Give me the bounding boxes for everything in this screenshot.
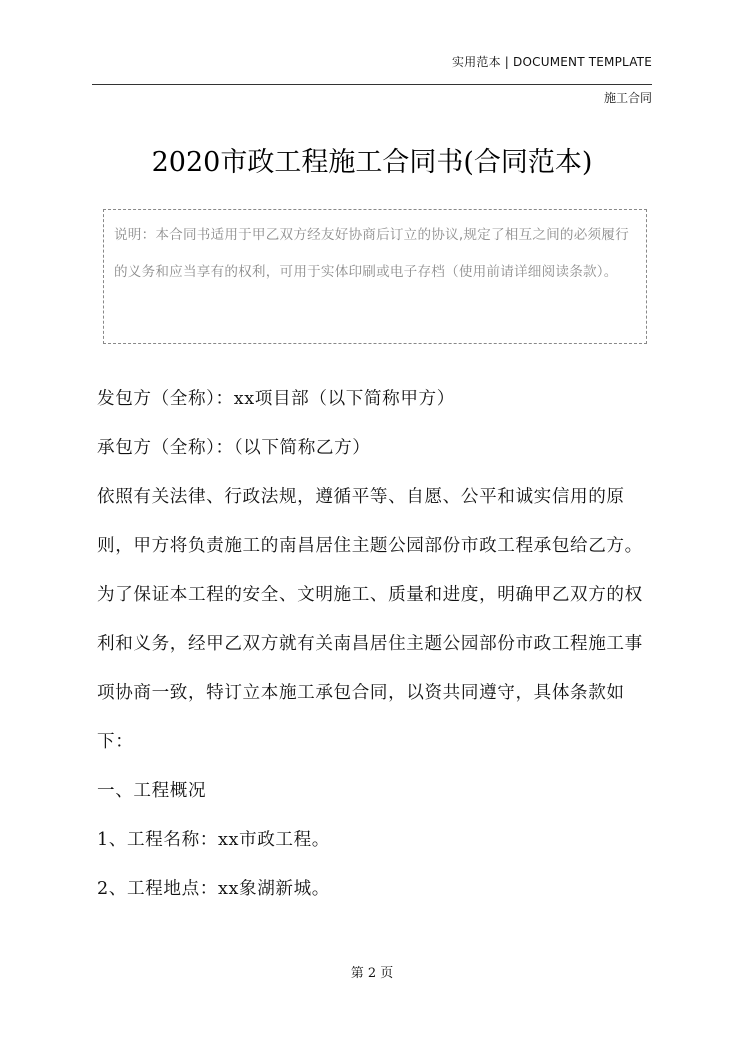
- note-box: [103, 209, 647, 344]
- note-text: 说明：本合同书适用于甲乙双方经友好协商后订立的协议,规定了相互之间的必须履行的义务和应当享有的权利，可用于实体印刷或电子存档（使用前请详细阅读条款）。: [114, 227, 629, 280]
- header-divider: [92, 84, 652, 85]
- party-b-line: 承包方（全称）：（以下简称乙方）: [97, 438, 371, 458]
- header-section: 施工合同: [603, 91, 652, 105]
- page-number: 第 2 页: [350, 966, 394, 981]
- contract-body: [97, 375, 657, 914]
- preamble-paragraph: 依照有关法律、行政法规，遵循平等、自愿、公平和诚实信用的原则，甲方将负责施工的南昌居住主题公园部份市政工程承包给乙方。为了保证本工程的安全、文明施工、质量和进度，明确甲乙双方的权利和义务，经甲乙双方就有关南昌居住主题公园部份市政工程施工事项协商一致，特订立本施工承包合同，以资共同遵守，具体条款如下：: [97, 487, 643, 752]
- party-a-line: 发包方（全称）：xx项目部（以下简称甲方）: [97, 389, 455, 409]
- document-title: 2020市政工程施工合同书(合同范本): [151, 147, 593, 178]
- clause-item: 1、工程名称：xx市政工程。: [97, 830, 330, 850]
- header-brand: 实用范本 | DOCUMENT TEMPLATE: [451, 55, 652, 69]
- section-heading: 一、工程概况: [97, 781, 207, 801]
- clause-item: 2、工程地点：xx象湖新城。: [97, 879, 330, 899]
